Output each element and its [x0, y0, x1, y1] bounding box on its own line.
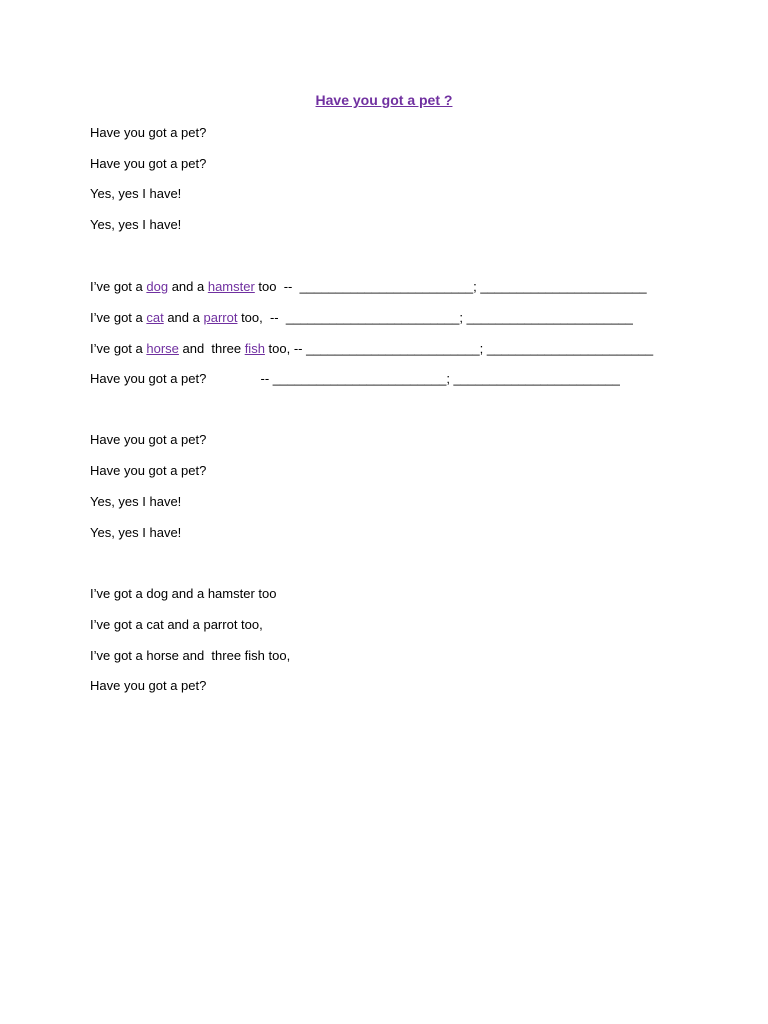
verse3-line-2: I’ve got a cat and a parrot too, [90, 617, 263, 632]
fill-line-1-text-c: too -- ________________________; _______________________ [254, 279, 647, 294]
document-title: Have you got a pet ? [315, 92, 453, 108]
fish-link[interactable]: fish [244, 341, 265, 356]
horse-link[interactable]: horse [146, 341, 179, 356]
fill-line-2 [90, 309, 633, 327]
cat-link[interactable]: cat [146, 310, 164, 325]
verse2-line-2: Have you got a pet? [90, 463, 207, 478]
verse1-line-1: Have you got a pet? [90, 125, 207, 140]
fill-line-3-text-a: I’ve got a [90, 341, 147, 356]
fill-line-1-text-b: and a [168, 279, 208, 294]
fill-line-2-text-b: and a [163, 310, 204, 325]
fill-line-4: Have you got a pet? -- ________________________; _______________________ [90, 371, 620, 386]
verse2-line-3: Yes, yes I have! [90, 494, 182, 509]
verse1-line-3: Yes, yes I have! [90, 186, 182, 201]
verse1-line-4: Yes, yes I have! [90, 217, 182, 232]
hamster-link[interactable]: hamster [207, 279, 255, 294]
dog-link[interactable]: dog [146, 279, 169, 294]
verse3-line-4: Have you got a pet? [90, 678, 207, 693]
fill-line-1-text-a: I’ve got a [90, 279, 147, 294]
fill-line-2-text-a: I’ve got a [90, 310, 147, 325]
fill-line-1 [90, 278, 647, 296]
fill-line-3 [90, 340, 653, 358]
fill-line-3-text-c: too, -- ________________________; _______________________ [264, 341, 654, 356]
verse1-line-2: Have you got a pet? [90, 156, 207, 171]
verse2-line-1: Have you got a pet? [90, 432, 207, 447]
parrot-link[interactable]: parrot [203, 310, 238, 325]
fill-line-3-text-b: and three [178, 341, 245, 356]
verse2-line-4: Yes, yes I have! [90, 525, 182, 540]
verse3-line-3: I’ve got a horse and three fish too, [90, 648, 291, 663]
verse3-line-1: I’ve got a dog and a hamster too [90, 586, 277, 601]
fill-line-2-text-c: too, -- ________________________; _______________________ [237, 310, 633, 325]
